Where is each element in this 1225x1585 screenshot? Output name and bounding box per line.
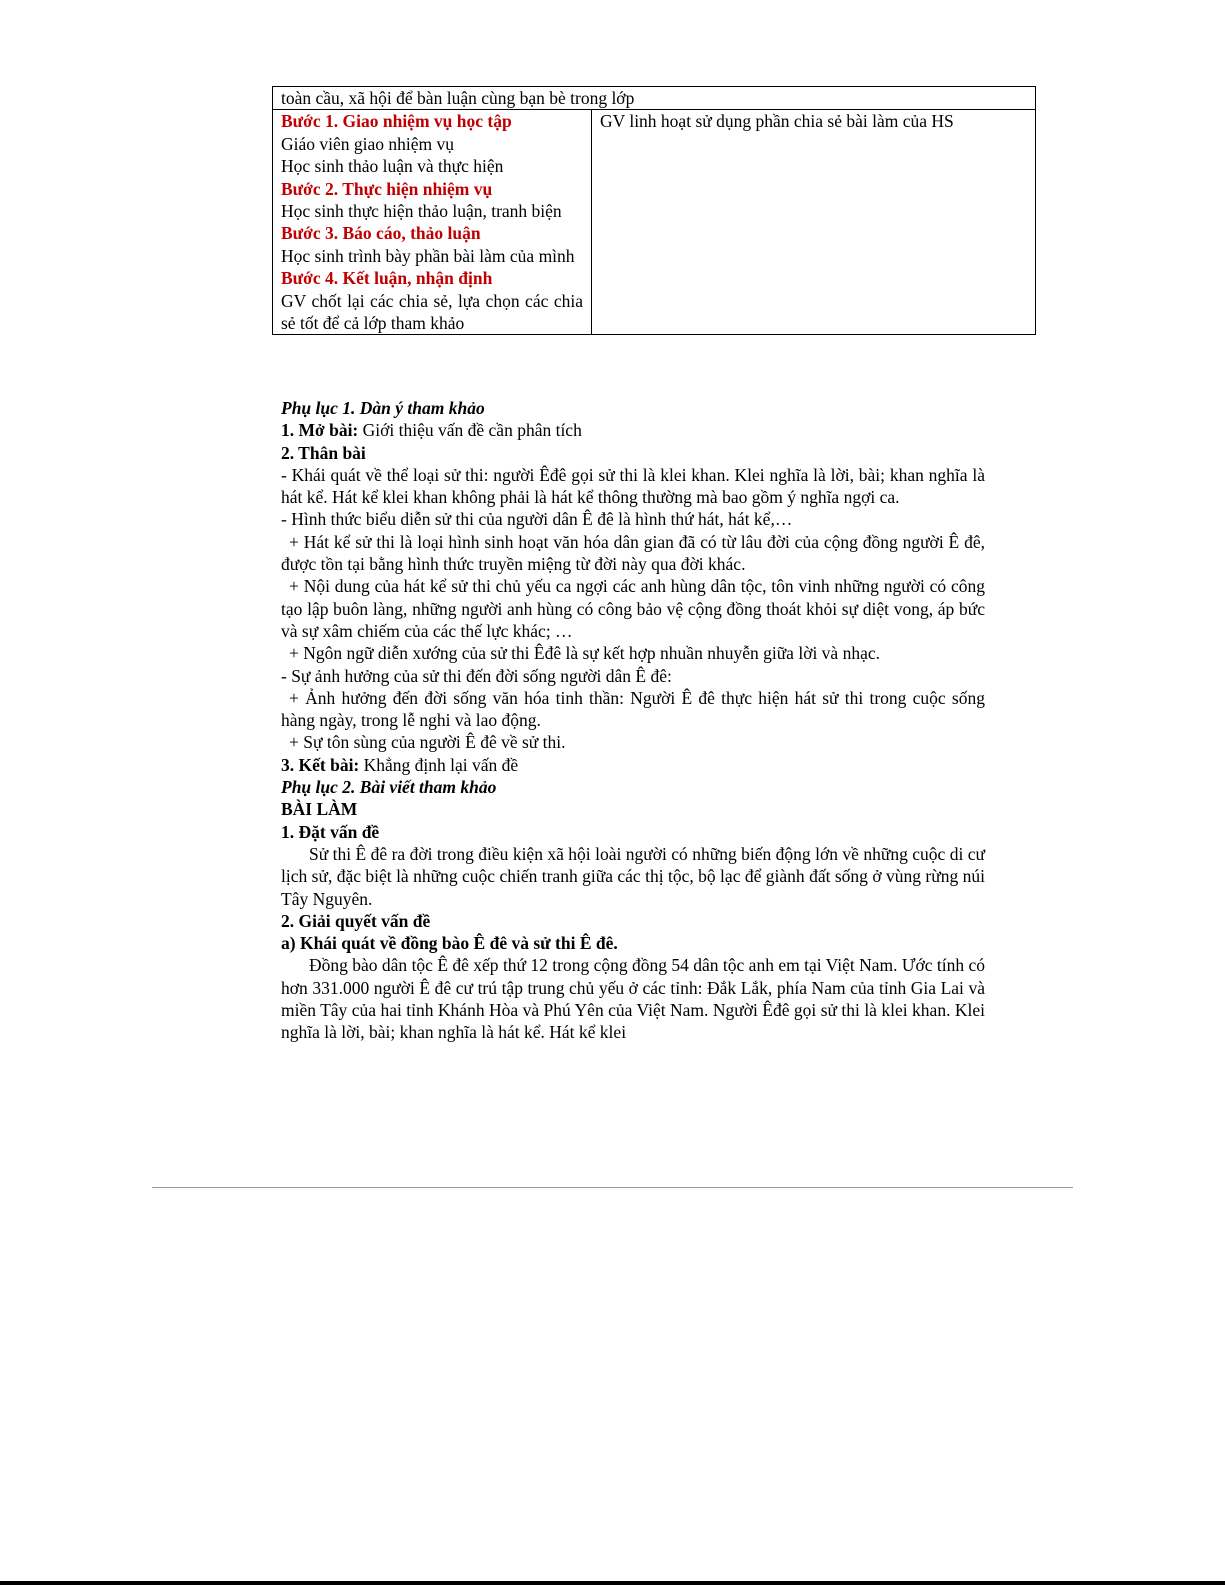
appendix-1-title: Phụ lục 1. Dàn ý tham khảo [281,398,485,418]
section-heading: 2. Giải quyết vấn đề [281,910,431,931]
subsection-heading: a) Khái quát về đồng bào Ê đê và sử thi Ê đê. [281,933,618,954]
body-heading: 2. Thân bài [281,442,366,463]
intro-text: Giới thiệu vấn đề cần phân tích [358,420,582,441]
appendix-2-title: Phụ lục 2. Bài viết tham khảo [281,777,497,798]
step-2-line: Học sinh thực hiện thảo luận, tranh biện [281,201,562,222]
outline-paragraph: + Ngôn ngữ diễn xướng của sử thi Êđê là sự kết hợp nhuần nhuyễn giữa lời và nhạc. [289,643,880,664]
outline-paragraph: + Nội dung của hát kể sử thi chủ yếu ca ngợi các anh hùng dân tộc, tôn vinh những người có công tạo lập buôn làng, những người anh hùng có công bảo vệ cộng đồng thoát khỏi sự diệt vong, áp bức và sự xâm chiếm của các thế lực khác; … [281,576,985,641]
teacher-note-cell: GV linh hoạt sử dụng phần chia sẻ bài làm của HS [592,110,1036,335]
essay-paragraph: Đồng bào dân tộc Ê đê xếp thứ 12 trong cộng đồng 54 dân tộc anh em tại Việt Nam. Ước tính có hơn 331.000 người Ê đê cư trú tập trung chủ yếu ở các tỉnh: Đắk Lắk, phía Nam của tỉnh Gia Lai và miền Tây của hai tỉnh Khánh Hòa và Phú Yên của Việt Nam. Người Êđê gọi sử thi là klei khan. Klei nghĩa là lời, bài; khan nghĩa là hát kể. Hát kể klei [281,955,985,1043]
conclusion-line [281,754,985,776]
outline-paragraph: + Sự tôn sùng của người Ê đê về sử thi. [289,732,566,753]
step-2-heading: Bước 2. Thực hiện nhiệm vụ [281,178,493,199]
outline-paragraph: - Sự ảnh hưởng của sử thi đến đời sống người dân Ê đê: [281,665,672,686]
step-1-line: Học sinh thảo luận và thực hiện [281,156,504,177]
step-1-line: Giáo viên giao nhiệm vụ [281,133,455,154]
essay-paragraph: Sử thi Ê đê ra đời trong điều kiện xã hội loài người có những biến động lớn về những cuộc di cư lịch sử, đặc biệt là những cuộc chiến tranh giữa các thị tộc, bộ lạc để giành đất sống ở vùng rừng núi Tây Nguyên. [281,843,985,909]
table-row [273,87,1036,110]
outline-paragraph: - Khái quát về thể loại sử thi: người Êđê gọi sử thi là klei khan. Klei nghĩa là lời, bài; khan nghĩa là hát kể. Hát kể klei khan không phải là hát kể thông thường mà bao gồm ý nghĩa ngợi ca. [281,464,985,508]
step-4-heading: Bước 4. Kết luận, nhận định [281,268,493,289]
section-heading: 1. Đặt vấn đề [281,821,380,842]
activity-table [272,86,1036,335]
outline-paragraph: + Ảnh hưởng đến đời sống văn hóa tinh thần: Người Ê đê thực hiện hát sử thi trong cuộc sống hàng ngày, trong lễ nghi và lao động. [281,687,985,731]
steps-cell [273,110,592,335]
outline-paragraph: - Hình thức biểu diễn sử thi của người dân Ê đê là hình thứ hát, hát kể,… [281,509,793,530]
table-top-cell: toàn cầu, xã hội để bàn luận cùng bạn bè trong lớp [273,87,1036,110]
main-text [281,397,985,1044]
step-4-line: GV chốt lại các chia sẻ, lựa chọn các chia sẻ tốt để cả lớp tham khảo [281,290,583,334]
intro-label: 1. Mở bài: [281,420,359,441]
intro-line [281,419,985,441]
step-1-heading: Bước 1. Giao nhiệm vụ học tập [281,111,512,132]
page-divider [152,1187,1073,1188]
step-3-heading: Bước 3. Báo cáo, thảo luận [281,223,481,244]
outline-paragraph: + Hát kể sử thi là loại hình sinh hoạt văn hóa dân gian đã có từ lâu đời của cộng đồng người Ê đê, được tồn tại bằng hình thức truyền miệng từ đời này qua đời khác. [281,531,985,575]
bottom-edge [0,1581,1225,1585]
conclusion-text: Khẳng định lại vấn đề [359,754,519,775]
essay-heading: BÀI LÀM [281,799,358,820]
step-3-line: Học sinh trình bày phần bài làm của mình [281,245,575,266]
conclusion-label: 3. Kết bài: [281,754,360,775]
table-row [273,110,1036,335]
